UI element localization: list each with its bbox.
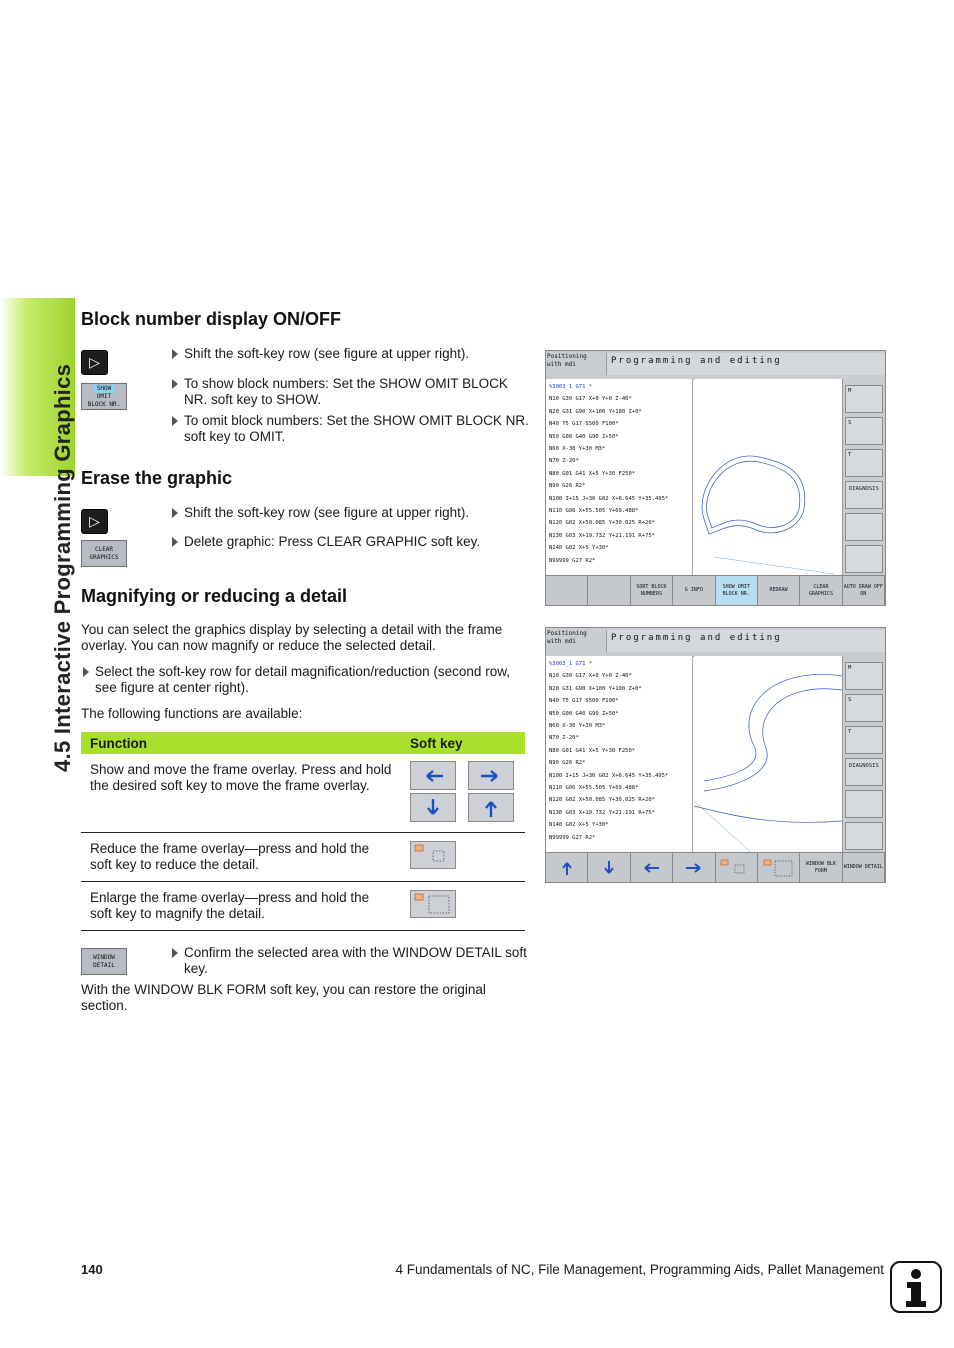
arrow-left-softkey[interactable] [410,761,456,790]
screen-title: Programming and editing [606,353,885,375]
enlarge-softkey[interactable] [410,890,456,918]
heading-magnify: Magnifying or reducing a detail [81,586,348,606]
restore-text: With the WINDOW BLK FORM soft key, you can restore the original section. [81,982,486,1013]
screen-title: Programming and editing [606,630,885,652]
row-enlarge-frame: Enlarge the frame overlay—press and hold the soft key to magnify the detail. [81,882,401,931]
arrow-right-icon [685,863,703,873]
arrow-up-softkey[interactable] [468,793,514,822]
page-number: 140 [81,1262,103,1277]
step-omit-numbers: To omit block numbers: Set the SHOW OMIT BLOCK NR. soft key to OMIT. [172,413,534,445]
reduce-softkey[interactable] [410,841,456,869]
m-function-button[interactable]: M [845,385,883,413]
arrow-right-icon [480,770,502,782]
diagnosis-button[interactable]: DIAGNOSIS [845,758,883,786]
window-detail-softkey[interactable]: WINDOW DETAIL [81,948,127,975]
next-key-icon[interactable]: ▷ [81,350,108,375]
enlarge-frame-icon [413,892,453,916]
mode-label: Positioning with mdi [547,353,587,368]
softkey-window-detail[interactable]: WINDOW DETAIL [843,853,885,882]
function-table [81,732,525,931]
step-delete-graphic: Delete graphic: Press CLEAR GRAPHIC soft key. [172,534,534,550]
graphic-view [694,379,842,576]
softkey-enlarge[interactable] [758,853,800,882]
row-reduce-frame: Reduce the frame overlay—press and hold the soft key to reduce the detail. [81,833,401,882]
diagnosis-button[interactable]: DIAGNOSIS [845,481,883,509]
softkey-auto-draw[interactable]: AUTO DRAW OFF ON [843,576,885,605]
s-function-button[interactable]: S [845,417,883,445]
t-function-button[interactable]: T [845,449,883,477]
arrow-down-softkey[interactable] [410,793,456,822]
blank-button[interactable] [845,790,883,818]
chapter-title: 4 Fundamentals of NC, File Management, Programming Aids, Pallet Management [395,1262,884,1277]
softkey-arrow-right[interactable] [673,853,715,882]
softkey-arrow-down[interactable] [588,853,630,882]
enlarge-frame-icon [762,858,796,878]
softkey-redraw[interactable]: REDRAW [758,576,800,605]
softkey-arrow-up[interactable] [546,853,588,882]
functions-available: The following functions are available: [81,706,303,721]
blank-button[interactable] [845,545,883,573]
side-tab [0,0,75,790]
softkey-arrow-left[interactable] [631,853,673,882]
softkey-g-info[interactable]: G INFO [673,576,715,605]
magnify-intro: You can select the graphics display by selecting a detail with the frame overlay. You can now magnify or reduce the selected detail. [81,622,503,653]
col-function: Function [81,732,401,754]
s-function-button[interactable]: S [845,694,883,722]
blank-button[interactable] [845,513,883,541]
softkey-row [546,852,885,882]
zoomed-contour-graphic [694,656,842,855]
m-function-button[interactable]: M [845,662,883,690]
program-listing: %3003_1 G71 * N10 G30 G17 X+0 Y+0 Z-40* N20 G31 G90 X+100 Y+100 Z+0* N40 T5 G17 S500 F100* N50 G00 G40 G90 Z+50* N60 X-30 Y+30 M3* N70 Z-20* N80 G01 G41 X+5 Y+30 F250* N90 G26 R2* N100 I+15 J+30 G02 X+6.645 Y+35.495* N110 G06 X+55.505 Y+69.488* N120 G02 X+50.085 Y+30.025 R+20* N130 G03 X+19.732 Y+21.191 R+75* N140 G02 X+5 Y+30* N99999 G27 R2* [546,656,693,853]
softkey-clear-graphics[interactable]: CLEAR GRAPHICS [800,576,842,605]
arrow-down-icon [427,798,439,818]
program-listing: %3003_1 G71 * N10 G30 G17 X+0 Y+0 Z-40* N20 G31 G90 X+100 Y+100 Z+0* N40 T5 G17 S500 F100* N50 G00 G40 G90 Z+50* N60 X-30 Y+30 M3* N70 Z-20* N80 G01 G41 X+5 Y+30 F250* N90 G26 R2* N100 I+15 J+30 G02 X+6.645 Y+35.495* N110 G06 X+55.505 Y+69.488* N120 G02 X+50.085 Y+30.025 R+20* N130 G03 X+19.732 Y+21.191 R+75* N140 G02 X+5 Y+30* N99999 G27 R2* [546,379,693,576]
graphic-view [694,656,842,853]
table-row [81,833,525,882]
arrow-left-icon [642,863,660,873]
info-icon [890,1261,942,1313]
step-shift-row: Shift the soft-key row (see figure at upper right). [172,346,534,362]
softkey-show-omit[interactable]: SHOW OMIT BLOCK NR. [716,576,758,605]
arrow-left-icon [422,770,444,782]
softkey-sort-block-numbers[interactable]: SORT BLOCK NUMBERS [631,576,673,605]
table-row [81,882,525,931]
next-key-icon[interactable]: ▷ [81,509,108,534]
screenshot-row1 [545,350,886,606]
col-softkey: Soft key [401,732,525,754]
arrow-up-icon [562,860,572,876]
clear-graphics-softkey[interactable]: CLEAR GRAPHICS [81,540,127,567]
blank-button[interactable] [845,822,883,850]
softkey-reduce[interactable] [716,853,758,882]
softkey-window-blk-form[interactable]: WINDOW BLK FORM [800,853,842,882]
arrow-right-softkey[interactable] [468,761,514,790]
step-select-row: Select the soft-key row for detail magnification/reduction (second row, see figure at center right). [83,664,525,696]
reduce-frame-icon [413,843,453,867]
arrow-down-icon [604,860,614,876]
heading-block-number: Block number display ON/OFF [81,309,342,329]
side-tab-label: 4.5 Interactive Programming Graphics [50,363,75,772]
row-move-frame: Show and move the frame overlay. Press and hold the desired soft key to move the frame overlay. [81,754,401,833]
show-omit-softkey[interactable]: SHOW OMIT BLOCK NR. [81,383,127,410]
screenshot-row2 [545,627,886,883]
step-shift-row: Shift the soft-key row (see figure at upper right). [172,505,534,521]
reduce-frame-icon [719,858,753,878]
softkey-blank[interactable] [588,576,630,605]
heading-erase: Erase the graphic [81,468,233,488]
softkey-blank[interactable] [546,576,588,605]
step-confirm: Confirm the selected area with the WINDOW DETAIL soft key. [172,945,534,977]
table-row [81,754,525,833]
mode-label: Positioning with mdi [547,630,587,645]
softkey-row [546,575,885,605]
t-function-button[interactable]: T [845,726,883,754]
contour-graphic [694,379,842,578]
right-panel [842,656,885,853]
arrow-up-icon [485,798,497,818]
right-panel [842,379,885,576]
step-show-numbers: To show block numbers: Set the SHOW OMIT BLOCK NR. soft key to SHOW. [172,376,534,408]
